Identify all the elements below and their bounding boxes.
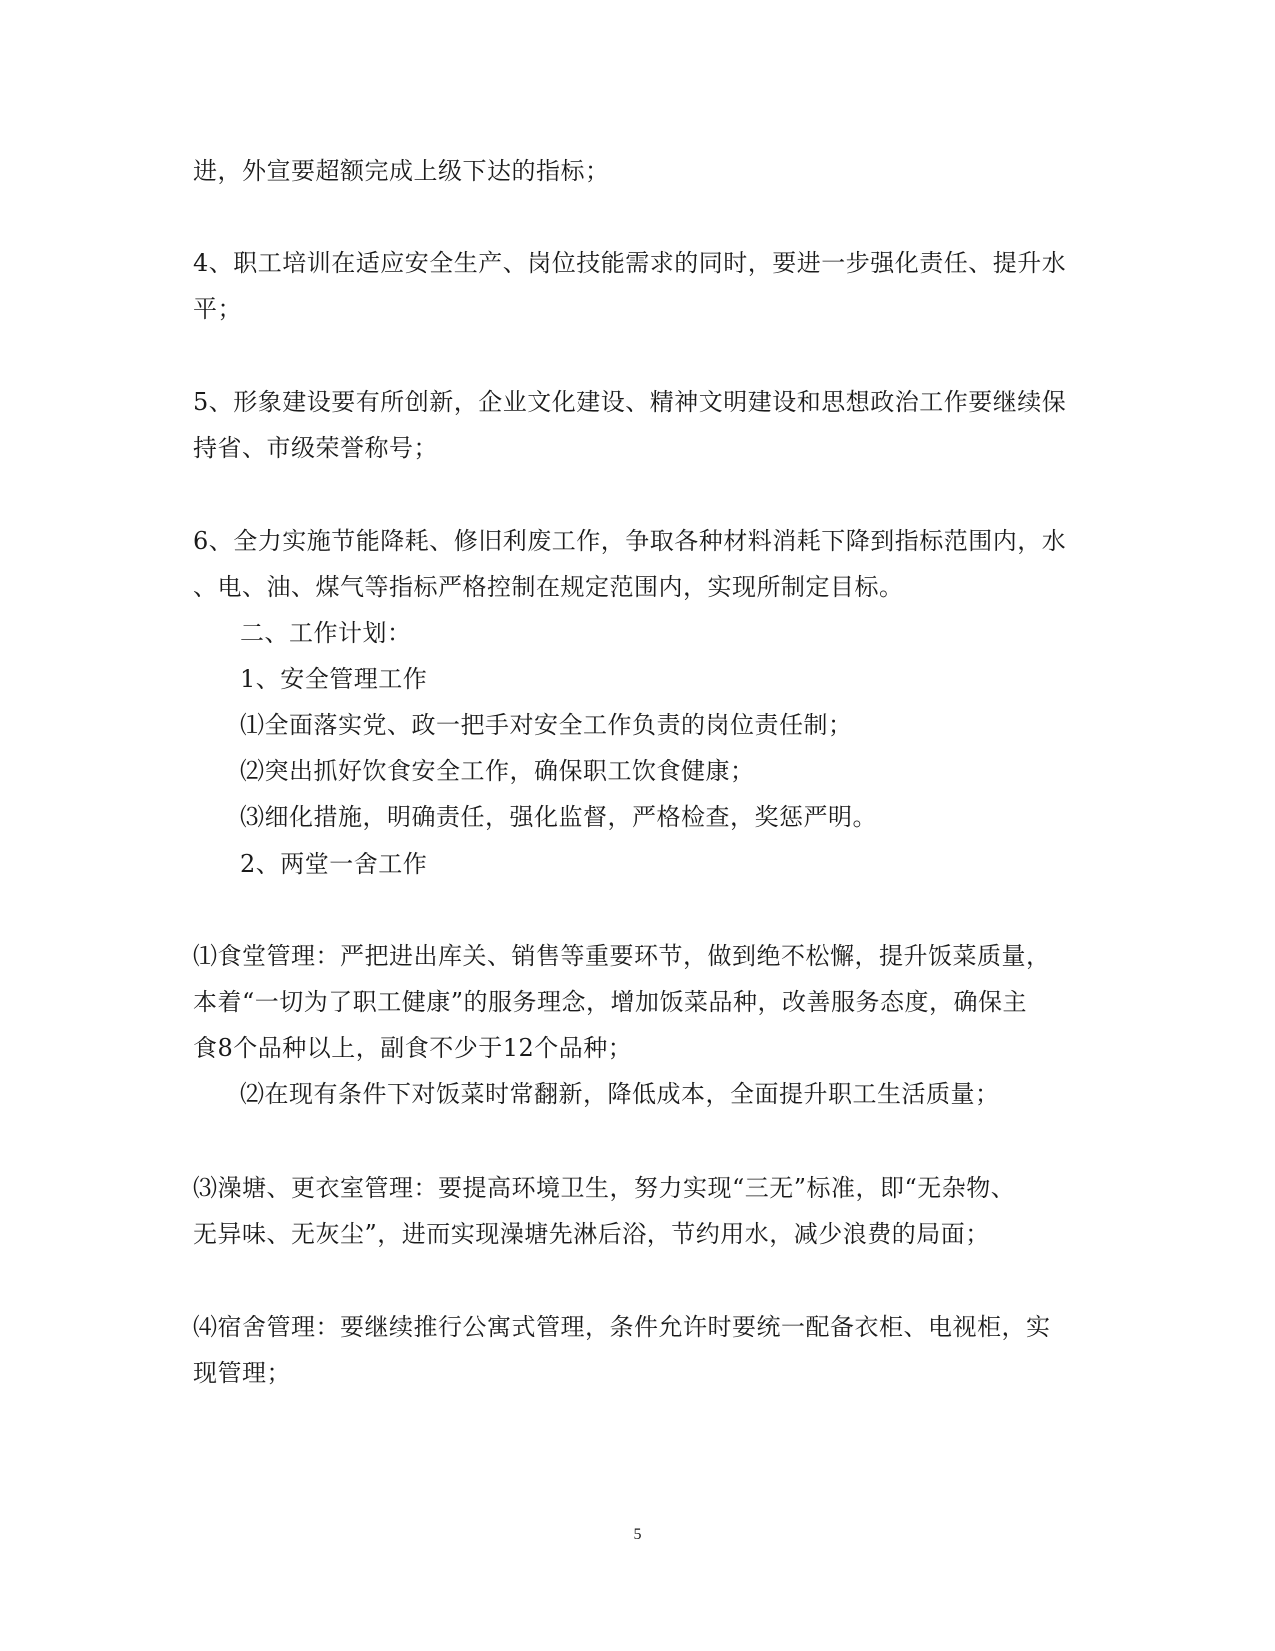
text-line: ⑷宿舍管理：要继续推行公寓式管理，条件允许时要统一配备衣柜、电视柜，实 xyxy=(193,1313,1051,1341)
text-line: 6、全力实施节能降耗、修旧利废工作，争取各种材料消耗下降到指标范围内，水 xyxy=(193,527,1067,555)
text-line: 5、形象建设要有所创新，企业文化建设、精神文明建设和思想政治工作要继续保 xyxy=(193,388,1067,416)
text-line: 持省、市级荣誉称号； xyxy=(193,434,438,462)
text-line: 食8个品种以上，副食不少于12个品种； xyxy=(193,1034,633,1062)
page-number: 5 xyxy=(633,1526,642,1543)
subsection-heading: 2、两堂一舍工作 xyxy=(240,850,428,878)
text-line: 无异味、无灰尘”，进而实现澡塘先淋后浴，节约用水，减少浪费的局面； xyxy=(193,1220,990,1248)
text-line: 、电、油、煤气等指标严格控制在规定范围内，实现所制定目标。 xyxy=(193,573,904,601)
text-line: 本着“一切为了职工健康”的服务理念，增加饭菜品种，改善服务态度，确保主 xyxy=(193,988,1028,1016)
text-line: 进，外宣要超额完成上级下达的指标； xyxy=(193,157,610,185)
list-item: ⑵在现有条件下对饭菜时常翻新，降低成本，全面提升职工生活质量； xyxy=(240,1080,1000,1108)
text-line: ⑴食堂管理：严把进出库关、销售等重要环节，做到绝不松懈，提升饭菜质量， xyxy=(193,942,1051,970)
text-line: 平； xyxy=(193,295,242,323)
text-line: 现管理； xyxy=(193,1359,291,1387)
text-line: ⑶澡塘、更衣室管理：要提高环境卫生，努力实现“三无”标准，即“无杂物、 xyxy=(193,1174,1016,1202)
text-line: 4、职工培训在适应安全生产、岗位技能需求的同时，要进一步强化责任、提升水 xyxy=(193,249,1067,277)
list-item: ⑴全面落实党、政一把手对安全工作负责的岗位责任制； xyxy=(240,711,853,739)
subsection-heading: 1、安全管理工作 xyxy=(240,665,428,693)
list-item: ⑵突出抓好饮食安全工作，确保职工饮食健康； xyxy=(240,757,755,785)
list-item: ⑶细化措施，明确责任，强化监督，严格检查，奖惩严明。 xyxy=(240,803,877,831)
section-heading: 二、工作计划： xyxy=(240,619,412,647)
